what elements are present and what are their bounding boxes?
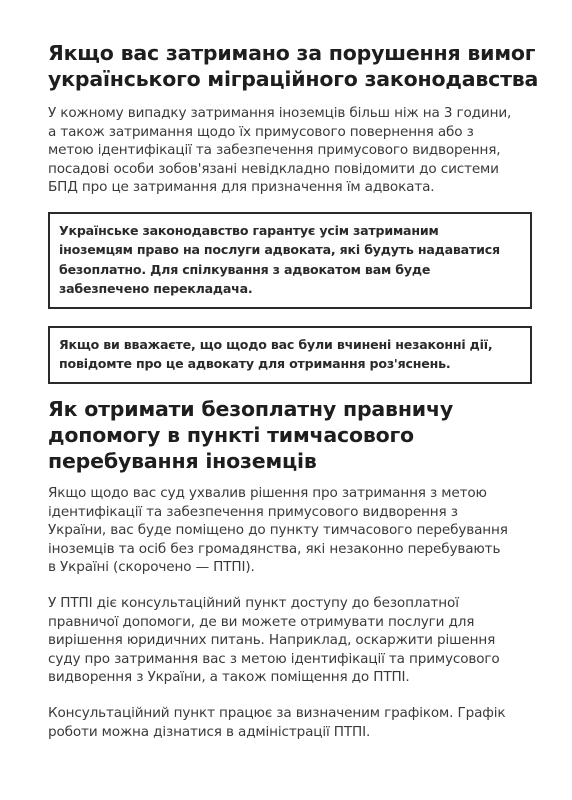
unlawful-actions-box: [48, 326, 532, 384]
title-line: перебування іноземців: [48, 448, 317, 473]
text-line: в Україні (скорочено — ПТПІ).: [48, 559, 255, 576]
text-line: ідентифікації та забезпечення примусового видворення з: [48, 503, 458, 520]
document-page: [48, 40, 539, 741]
text-line: Консультаційний пункт працює за визначеним графіком. Графік: [48, 704, 506, 721]
text-line: правничої допомоги, де ви можете отримувати послуги для: [48, 613, 475, 630]
title-line: допомогу в пункті тимчасового: [48, 422, 414, 447]
paragraph-consultation-point: [48, 594, 532, 687]
text-line: повідомте про це адвокату для отримання роз'яснень.: [59, 356, 451, 372]
text-line: вирішення юридичних питань. Наприклад, оскаржити рішення: [48, 632, 496, 649]
text-line: БПД про це затримання для призначення їм адвоката.: [48, 179, 435, 196]
text-line: забезпечено перекладача.: [59, 281, 253, 297]
section-title-detention: [48, 40, 539, 92]
text-line: України, вас буде поміщено до пункту тимчасового перебування: [48, 522, 508, 539]
title-line: Як отримати безоплатну правничу: [48, 396, 453, 421]
lawyer-guarantee-box: [48, 212, 532, 309]
text-line: іноземців та осіб без громадянства, які незаконно перебувають: [48, 540, 501, 557]
text-line: метою ідентифікації та забезпечення примусового видворення,: [48, 142, 501, 159]
text-line: посадові особи зобов'язані невідкладно повідомити до системи: [48, 160, 499, 177]
text-line: видворення з України, а також поміщення до ПТПІ.: [48, 669, 410, 686]
paragraph-placement: [48, 484, 532, 577]
title-line: українського міграційного законодавства: [48, 67, 539, 91]
section-title-legal-aid: [48, 396, 532, 474]
text-line: іноземцям право на послуги адвоката, які будуть надаватися: [59, 242, 500, 258]
box-text: [59, 221, 521, 299]
box-text: [59, 335, 521, 374]
title-line: Якщо вас затримано за порушення вимог: [48, 41, 536, 65]
text-line: У кожному випадку затримання іноземців більш ніж на 3 години,: [48, 105, 512, 121]
text-line: У ПТПІ діє консультаційний пункт доступу до безоплатної: [48, 594, 459, 611]
text-line: Якщо ви вважаєте, що щодо вас були вчинені незаконні дії,: [59, 336, 493, 352]
paragraph-schedule: [48, 704, 532, 741]
text-line: а також затримання щодо їх примусового повернення або з: [48, 123, 474, 140]
text-line: Українське законодавство гарантує усім затриманим: [59, 222, 439, 238]
text-line: роботи можна дізнатися в адміністрації ПТПІ.: [48, 723, 371, 740]
text-line: суду про затримання вас з метою ідентифікації та примусового: [48, 650, 500, 667]
text-line: безоплатно. Для спілкування з адвокатом вам буде: [59, 261, 431, 277]
text-line: Якщо щодо вас суд ухвалив рішення про затримання з метою: [48, 484, 487, 501]
intro-paragraph: [48, 104, 532, 197]
